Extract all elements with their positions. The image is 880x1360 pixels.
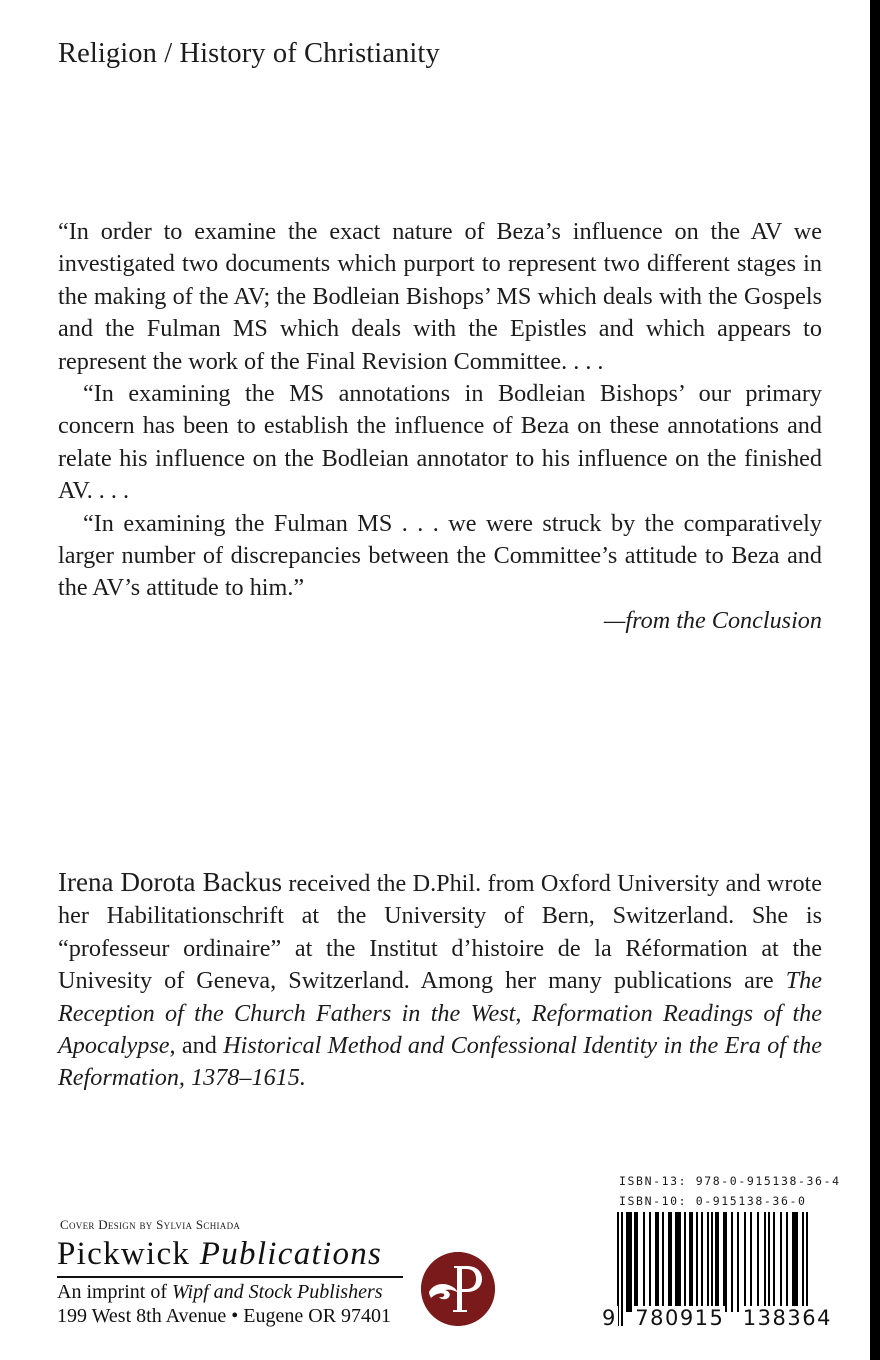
bio-text: received the D.Phil. from Oxford University and wrote her Habilitationschrift at the University of Bern, Switzerland. She is “professeur ordinaire” at the Institut d’histoire de la Réformation at the Univesity of Geneva, Switzerland. Among her many publications are (58, 870, 822, 995)
quote-paragraph: “In order to examine the exact nature of Beza’s influence on the AV we investigated two documents which purport to represent two different stages in the making of the AV; the Bodleian Bishops’ MS which deals with the Gospels and the Fulman MS which deals with the Epistles and which appears to represent the work of the Final Revision Committee. . . . (58, 218, 822, 375)
publisher-address: 199 West 8th Avenue • Eugene OR 97401 (57, 1305, 392, 1327)
author-name: Irena Dorota Backus (58, 867, 283, 897)
category-label: Religion / History of Christianity (58, 38, 440, 69)
publisher-divider (57, 1276, 403, 1278)
author-bio (58, 866, 822, 1095)
quote-paragraph: “In examining the Fulman MS . . . we were struck by the comparatively larger number of discrepancies between the Committee’s attitude to Beza and the AV’s attitude to him.” (58, 509, 822, 602)
publisher-name-italic: Publications (199, 1236, 383, 1272)
publication-title: Historical Method and Confessional Identity in the Era of the Reformation, 1378–1615. (58, 1032, 822, 1092)
imprint-line (57, 1281, 383, 1304)
page-edge-border (870, 0, 880, 1360)
barcode-digit-first: 9 (602, 1306, 617, 1330)
separator: , and (169, 1032, 224, 1060)
excerpt-quote (58, 216, 822, 637)
separator: , (515, 999, 532, 1027)
quote-attribution: —from the Conclusion (603, 606, 822, 634)
imprint-prefix: An imprint of (57, 1281, 172, 1303)
publisher-name (57, 1236, 382, 1273)
isbn-10: ISBN-10: 0-915138-36-0 (619, 1194, 807, 1208)
publisher-name-roman: Pickwick (57, 1236, 200, 1272)
publication-title: The Reception of the Church Fathers in the West (58, 967, 822, 1027)
barcode-digits-left: 780915 (635, 1306, 725, 1330)
publisher-logo-icon (421, 1252, 495, 1326)
isbn-13: ISBN-13: 978-0-915138-36-4 (619, 1174, 841, 1188)
barcode-digits-right: 138364 (742, 1306, 832, 1330)
bio-paragraph (58, 866, 822, 1095)
publication-title: Reformation Readings of the Apocalypse (58, 999, 823, 1060)
imprint-publisher: Wipf and Stock Publishers (172, 1281, 383, 1303)
barcode-number (601, 1306, 833, 1330)
quote-paragraph: “In examining the MS annotations in Bodleian Bishops’ our primary concern has been to establish the influence of Beza on these annotations and relate his influence on the Bodleian annotator to his influence on the finished AV. . . . (58, 380, 822, 505)
cover-design-credit: Cover Design by Sylvia Schiada (60, 1217, 241, 1232)
